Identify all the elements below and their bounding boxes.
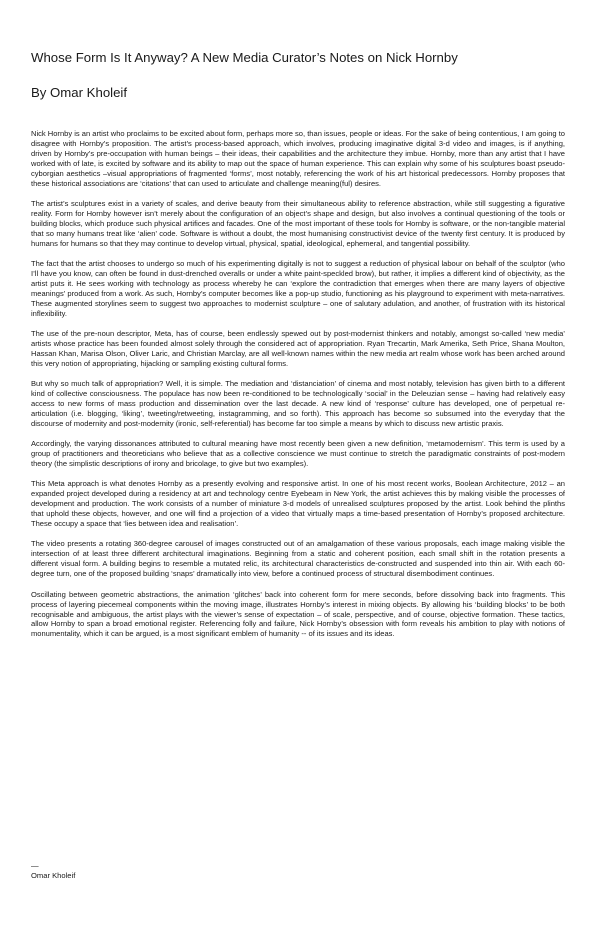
signature-name: Omar Kholeif xyxy=(31,871,76,880)
paragraph: The video presents a rotating 360-degree carousel of images constructed out of an amalgamation of these various proposals, each image making visible the intersection of at least three different architectural imaginations. Beginning from a static and coherent position, each small shift in the rotation presents a different visual form. A building begins to resemble a mutated relic, its architectural characteristics de-constructed and suspended into thin air. With each 60-degree turn, one of the proposed building ‘snaps’ dramatically into view, before a continued process of structural disembodiment continues. xyxy=(31,539,565,579)
paragraph: Accordingly, the varying dissonances attributed to cultural meaning have most recently been given a new definition, ‘metamodernism’. This term is used by a group of practitioners and theoreticians who believe that as a collective conscience we must continue to stretch the paradigmatic constraints of post-modern theory (the simplistic descriptions of irony and bricolage, to give but two examples). xyxy=(31,439,565,469)
paragraph: The fact that the artist chooses to undergo so much of his experimenting digitally is not to suggest a reduction of physical labour on behalf of the sculptor (who I’ll have you know, can often be found in dust-drenched overalls or under a white paint-speckled brow), but rather, it implies a different kind of objectivity, as the artist puts it. He sees working with technology as process whereby he can ‘explore the contradiction that emerges when there are many layers of objective meanings’ produced from a work. As such, Hornby’s computer becomes like a pop-up studio, functioning as his playground to experiment with meta-narratives. These augmented storylines seem to suggest two approaches to modernist sculpture – one of salutary adulation, and another, of frustration with its historical inflexibility. xyxy=(31,259,565,318)
paragraph: The use of the pre-noun descriptor, Meta, has of course, been endlessly spewed out by post-modernist thinkers and notably, amongst so-called ‘new media’ artists whose practice has been founded almost solely through the considered act of appropriation. Ryan Trecartin, Mark Amerika, Seth Price, Shana Moulton, Hassan Khan, Marisa Olson, Oliver Laric, and Christian Marclay, are all well-known names within the new media art realm whose work has been arched around this very notion of appropriating, hijacking or sampling existing cultural forms. xyxy=(31,329,565,368)
paragraph: This Meta approach is what denotes Hornby as a presently evolving and responsive artist. In one of his most recent works, Boolean Architecture, 2012 – an expanded project developed during a residency at art and technology centre Eyebeam in New York, the artist achieves this by making visible the processes of development and production. The work consists of a number of miniature 3-d models of unrealised sculptures proposed by the artist. Look behind the plinths that uphold these objects, however, and one will find a projection of a video that virtually maps a time-based presentation of Hornby’s proposed architecture. These occupy a space that ‘lies between idea and realisation’. xyxy=(31,479,565,529)
paragraph: Oscillating between geometric abstractions, the animation ‘glitches’ back into coherent form for mere seconds, before dissolving back into fragments. This process of layering piecemeal components within the moving image, illustrates Hornby’s interest in mixing objects. By allowing his ‘building blocks’ to be both recognisable and ambiguous, the artist plays with the viewer’s sense of expectation – of scale, perspective, and of course, objective formation. These tactics, allow Hornby to span a broad emotional register. Referencing folly and failure, Nick Hornby’s obsession with form reveals his ambition to play with notions of monumentality, which it can be argued, is a most significant emblem of humanity -- of its issues and its ideas. xyxy=(31,589,565,639)
signature-dash: — xyxy=(31,861,39,870)
paragraph: The artist’s sculptures exist in a variety of scales, and derive beauty from their simultaneous ability to reference abstraction, while still suggesting a figurative reality. Form for Hornby however isn’t merely about the configuration of an object’s shape and design, but also involves a continual questioning of the tools or building blocks, which produce such physical artifices and facades. One of the most important of these tools for Hornby is software, or the non-tangible material that so many humans treat like ‘alien’ code. Software is without a doubt, the most humanising constructivist device of the twenty first century. It is produced by humans for humans so that they may continue to develop virtual, physical, spatial, ideological, ephemeral, and tangential possibility. xyxy=(31,199,565,248)
article-byline: By Omar Kholeif xyxy=(31,85,128,100)
signature-block xyxy=(31,861,75,881)
paragraph: Nick Hornby is an artist who proclaims to be excited about form, perhaps more so, than issues, people or ideas. For the sake of being contentious, I am going to disagree with Hornby’s proposition. The artist’s process-based approach, which involves, producing imaginative digital 3-d video and images, is if anything, driven by Hornby’s pre-occupation with human beings – their ideas, their capabilities and the architecture they imbue. Hornby, more than any artist that I have worked with of late, is excited by software and its ability to map out the space of human experience. This can explain why some of his sculptures boast pseudo-cyborgian aesthetics –visual appropriations of fragmented ‘forms’, most notably, referencing the work of his art historical predecessors. Hornby proposes that these historical associations are ‘citations’ that can used to articulate and challenge meaning(ful) desires. xyxy=(31,129,565,188)
article-title: Whose Form Is It Anyway? A New Media Curator’s Notes on Nick Hornby xyxy=(31,50,458,65)
paragraph: But why so much talk of appropriation? Well, it is simple. The mediation and ‘distanciation’ of cinema and most notably, television has given birth to a different kind of collective consciousness. The populace has now been re-conditioned to be technologically ‘social’ in the Deleuzian sense – having had relatively easy access to new forms of mass production and dissemination over the last decade. A new kind of ‘response’ culture has developed, one of perpetual re-articulation (i.e. blogging, ‘liking’, tweeting/retweeting, instagramming, and so forth). This approach has become so subsumed into the everyday that the discourse of modernity and post-modernity (ironic, self-referential) has become far too simple a means by which to discuss new artistic praxis. xyxy=(31,379,565,429)
article-body xyxy=(31,129,565,650)
